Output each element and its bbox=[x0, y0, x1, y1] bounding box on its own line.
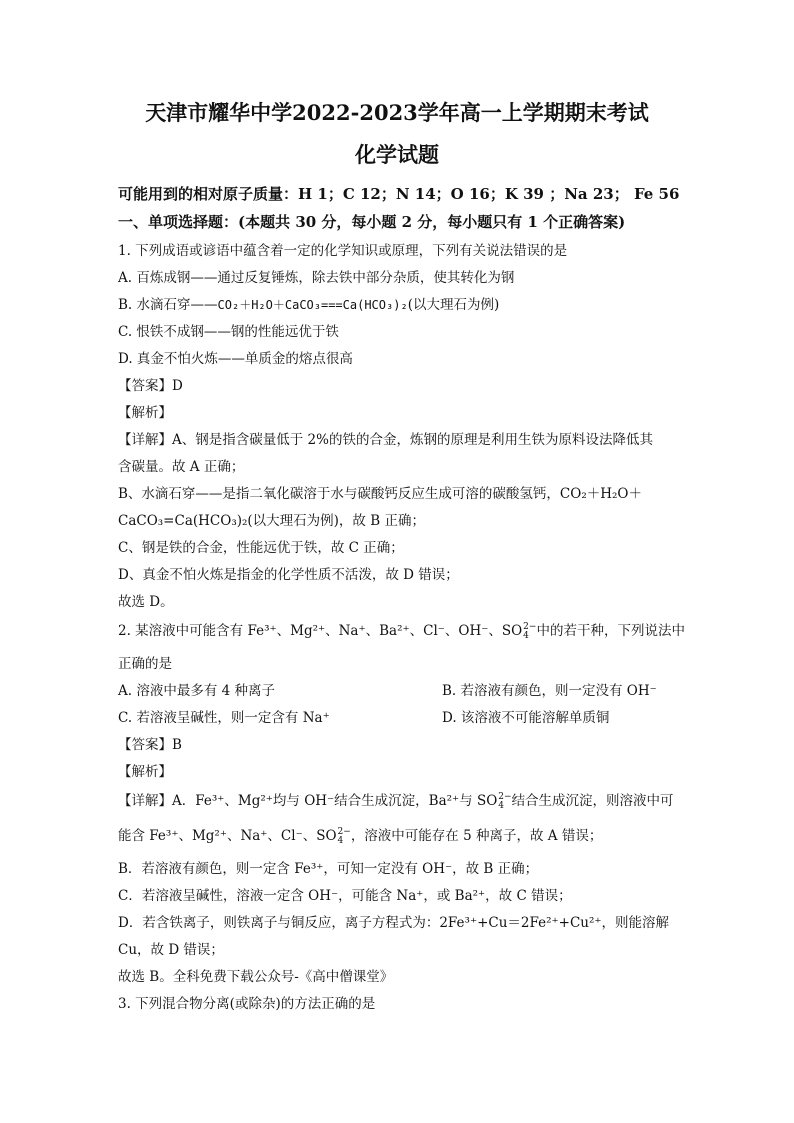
q2-detail-line: Cu，故 D 错误； bbox=[118, 942, 224, 958]
q2-detail-line: 故选 B。全科免费下载公众号-《高中僧课堂》 bbox=[118, 969, 394, 985]
q2-option-d: D. 该溶液不可能溶解单质铜 bbox=[442, 710, 610, 726]
sulfate-ion bbox=[497, 790, 511, 812]
q2-stem bbox=[118, 620, 685, 642]
section-heading: 一、单项选择题：(本题共 30 分，每小题 2 分，每小题只有 1 个正确答案) bbox=[118, 213, 626, 231]
q2-answer: 【答案】B bbox=[118, 737, 182, 753]
q1-option-b-suffix: (以大理石为例) bbox=[407, 297, 500, 313]
sulfate-charge: 2− bbox=[523, 621, 537, 632]
q1-option-b-equation: CO₂＋H₂O＋CaCO₃===Ca(HCO₃)₂ bbox=[217, 298, 408, 312]
q1-option-b-prefix: B. 水滴石穿—— bbox=[118, 297, 218, 313]
q1-option-d: D. 真金不怕火炼——单质金的熔点很高 bbox=[118, 351, 353, 367]
q2-stem-text-end: 中的若干种，下列说法中 bbox=[536, 623, 685, 639]
page-subtitle: 化学试题 bbox=[355, 142, 439, 167]
q2-detail-line bbox=[118, 790, 676, 812]
q2-detail-line bbox=[118, 825, 676, 847]
q2-detail-text-end: 结合生成沉淀，则溶液中可 bbox=[511, 793, 674, 809]
sulfate-ion bbox=[522, 620, 536, 642]
q1-option-c: C. 恨铁不成钢——钢的性能远优于铁 bbox=[118, 324, 339, 340]
q2-stem-text: 2. 某溶液中可能含有 Fe³⁺、Mg²⁺、Na⁺、Ba²⁺、Cl⁻、OH⁻、SO bbox=[118, 623, 523, 639]
q1-detail-line: B、水滴石穿——是指二氧化碳溶于水与碳酸钙反应生成可溶的碳酸氢钙，CO₂＋H₂O＋ bbox=[118, 486, 642, 502]
q2-options-row bbox=[118, 682, 676, 700]
q1-option-a: A. 百炼成钢——通过反复锤炼，除去铁中部分杂质，使其转化为钢 bbox=[118, 270, 515, 286]
sulfate-charge: 2− bbox=[337, 826, 351, 837]
page-title: 天津市耀华中学2022-2023学年高一上学期期末考试 bbox=[145, 100, 649, 125]
q2-option-b: B. 若溶液有颜色，则一定没有 OH⁻ bbox=[442, 683, 657, 699]
q2-detail-text-end: ，溶液中可能存在 5 种离子，故 A 错误； bbox=[350, 828, 603, 844]
sulfate-charge: 2− bbox=[498, 791, 512, 802]
q1-analysis-label: 【解析】 bbox=[118, 405, 172, 421]
q1-detail-line: D、真金不怕火炼是指金的化学性质不活泼，故 D 错误； bbox=[118, 567, 459, 583]
q1-detail-line: C、钢是铁的合金，性能远优于铁，故 C 正确； bbox=[118, 540, 404, 556]
q1-option-b bbox=[118, 296, 676, 314]
sulfate-count: 4 bbox=[337, 835, 344, 846]
q2-analysis-label: 【解析】 bbox=[118, 764, 172, 780]
q1-detail-line: 【详解】A、钢是指含碳量低于 2%的铁的合金，炼钢的原理是利用生铁为原料设法降低其 bbox=[118, 432, 653, 448]
q2-detail-text: 【详解】A．Fe³⁺、Mg²⁺均与 OH⁻结合生成沉淀，Ba²⁺与 SO bbox=[118, 793, 498, 809]
q1-detail-line: 故选 D。 bbox=[118, 594, 174, 610]
q2-stem-continued: 正确的是 bbox=[118, 656, 172, 672]
sulfate-count: 4 bbox=[498, 800, 505, 811]
q1-answer: 【答案】D bbox=[118, 378, 183, 394]
q1-stem: 1. 下列成语或谚语中蕴含着一定的化学知识或原理，下列有关说法错误的是 bbox=[118, 243, 568, 259]
q2-option-c: C. 若溶液呈碱性，则一定含有 Na⁺ bbox=[118, 710, 330, 726]
q3-stem: 3. 下列混合物分离(或除杂)的方法正确的是 bbox=[118, 996, 376, 1012]
q1-detail-line: CaCO₃=Ca(HCO₃)₂(以大理石为例)，故 B 正确； bbox=[118, 513, 425, 529]
q2-detail-text: 能含 Fe³⁺、Mg²⁺、Na⁺、Cl⁻、SO bbox=[118, 828, 337, 844]
q1-detail-line: 含碳量。故 A 正确； bbox=[118, 459, 245, 475]
atomic-masses: 可能用到的相对原子质量：H 1；C 12；N 14；O 16；K 39 ；Na 23； Fe 56 bbox=[118, 185, 680, 203]
q2-detail-line: C．若溶液呈碱性，溶液一定含 OH⁻，可能含 Na⁺，或 Ba²⁺，故 C 错误； bbox=[118, 888, 572, 904]
q2-detail-line: D．若含铁离子，则铁离子与铜反应，离子方程式为：2Fe³⁺+Cu＝2Fe²⁺+Cu²⁺，则能溶解 bbox=[118, 915, 670, 931]
sulfate-count: 4 bbox=[523, 630, 529, 641]
sulfate-ion bbox=[337, 825, 351, 847]
q2-options-row bbox=[118, 709, 676, 727]
q2-option-a: A. 溶液中最多有 4 种离子 bbox=[118, 683, 276, 699]
q2-detail-line: B．若溶液有颜色，则一定含 Fe³⁺，可知一定没有 OH⁻，故 B 正确； bbox=[118, 861, 539, 877]
